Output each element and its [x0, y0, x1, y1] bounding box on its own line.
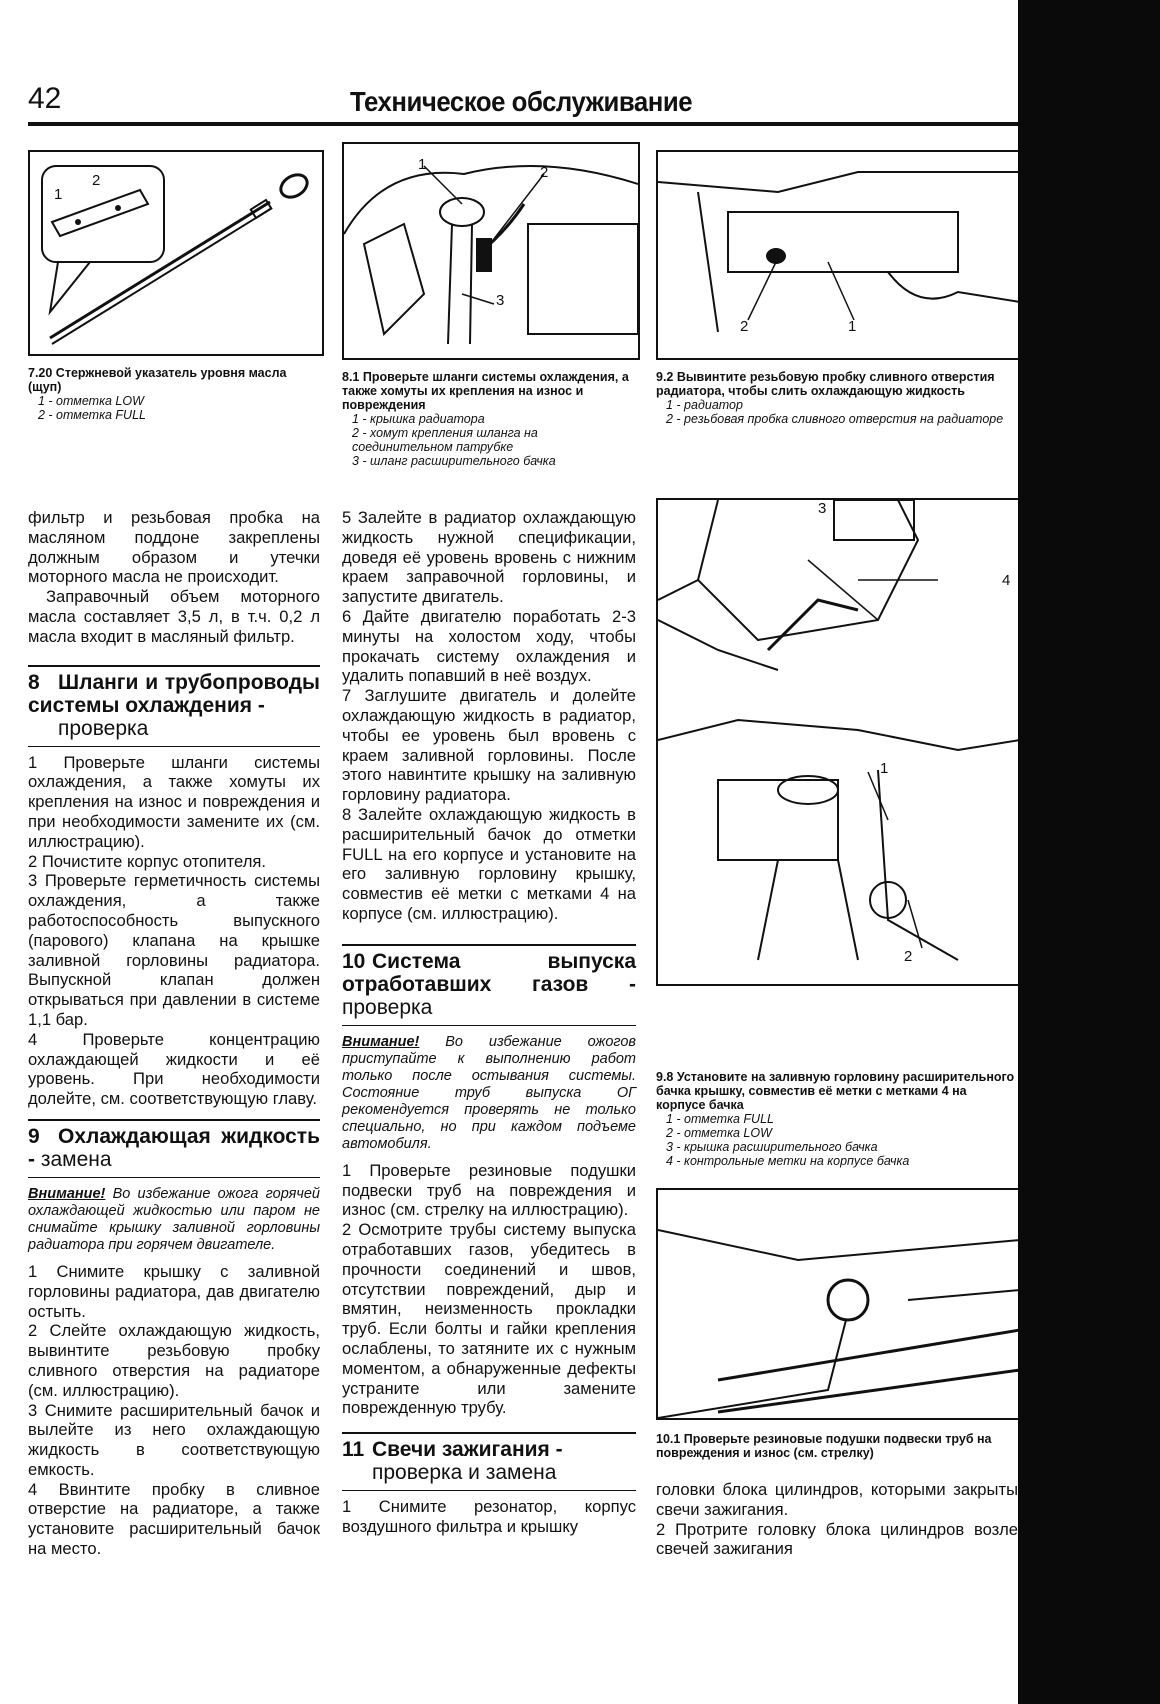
callout-2: 2 — [540, 164, 549, 181]
page-title: Техническое обслуживание — [350, 86, 693, 117]
section-heading-11: 11 Свечи зажигания - проверка и замена — [342, 1432, 636, 1484]
caption-title: 8.1 Проверьте шланги системы охлаждения, а также хомуты их крепления на износ и повреждения — [342, 370, 629, 412]
exhaust-illustration — [658, 1190, 1020, 1418]
callout-1: 1 — [418, 156, 427, 173]
caption-title: 9.8 Установите на заливную горловину расширительного бачка крышку, совместив её метки с метками 4 на корпусе бачка — [656, 1070, 1015, 1112]
step: 8 Залейте охлаждающую жидкость в расширительный бачок до отметки FULL на его корпусе и установите на его заливную горловину крышку, совместив её метки с метками 4 на корпусе (см. иллюстрацию). — [342, 804, 636, 923]
callout-2: 2 — [92, 172, 101, 189]
caption-title: 9.2 Вывинтите резьбовую пробку сливного отверстия радиатора, чтобы слить охлаждающую жидкость — [656, 370, 995, 398]
caption-item: 3 - шланг расширительного бачка — [352, 454, 556, 468]
caption-item: 2 - отметка LOW — [666, 1126, 772, 1140]
caption-8-1 — [342, 370, 638, 468]
section-heading-8: 8 Шланги и трубопроводы системы охлаждения - проверка — [28, 665, 320, 740]
step: 1 Снимите крышку с заливной горловины радиатора, дав двигателю остыть. — [28, 1261, 320, 1321]
step: 3 Проверьте герметичность системы охлаждения, а также работоспособность выпускного (парового) клапана на крышке заливной горловины радиатора. Выпускной клапан должен открываться при давлении в системе 1,1 бар. — [28, 871, 320, 1029]
caption-title: 7.20 Стержневой указатель уровня масла (щуп) — [28, 366, 287, 394]
caption-item: 2 - хомут крепления шланга на соединительном патрубке — [352, 426, 538, 454]
step: 7 Заглушите двигатель и долейте охлаждающую жидкость в радиатор, чтобы ее уровень был вровень с краем заливной горловины. После этого навинтите крышку на заливную горловину радиатора. — [342, 686, 636, 805]
step: 6 Дайте двигателю поработать 2-3 минуты на холостом ходу, чтобы прокачать систему охлаждения и удалить попавший в неё воздух. — [342, 606, 636, 686]
section-heading-10: 10 Система выпуска отработавших газов - проверка — [342, 944, 636, 1019]
figure-exhaust-mount — [656, 1188, 1020, 1420]
step: 5 Залейте в радиатор охлаждающую жидкость нужной спецификации, доведя её уровень вровень с нижним краем заправочной горловины, и запустите двигатель. — [342, 508, 636, 607]
step: 1 Снимите резонатор, корпус воздушного фильтра и крышку — [342, 1497, 636, 1536]
section-heading-9: 9 Охлаждающая жидкость - замена — [28, 1119, 320, 1171]
figure-expansion-tank — [656, 498, 1020, 986]
paragraph: фильтр и резьбовая пробка на масляном поддоне закреплены должным образом и утечки моторного масла не происходит. — [28, 508, 320, 587]
caption-item: 2 - отметка FULL — [38, 408, 146, 422]
callout-1: 1 — [880, 760, 889, 777]
caption-7-20 — [28, 366, 322, 422]
dipstick-illustration — [30, 152, 322, 354]
callout-3: 3 — [818, 500, 827, 517]
paragraph: головки блока цилиндров, которыми закрыты свечи зажигания. — [656, 1480, 1018, 1519]
column-2 — [342, 508, 636, 1537]
step: 1 Проверьте резиновые подушки подвески труб на повреждения и износ (см. стрелку на иллюстрацию). — [342, 1160, 636, 1220]
caption-item: 2 - резьбовая пробка сливного отверстия на радиаторе — [666, 412, 1004, 426]
caption-item: 1 - радиатор — [666, 398, 743, 412]
caption-item: 1 - отметка FULL — [666, 1112, 774, 1126]
step: 2 Слейте охлаждающую жидкость, вывинтите резьбовую пробку сливного отверстия на радиаторе (см. иллюстрацию). — [28, 1321, 320, 1400]
callout-3: 3 — [496, 292, 505, 309]
callout-1: 1 — [54, 186, 63, 203]
paragraph: Заправочный объем моторного масла составляет 3,5 л, в т.ч. 0,2 л масла входит в масляный фильтр. — [28, 587, 320, 646]
warning-note: Внимание! Во избежание ожогов приступайте к выполнению работ только после остывания системы. Состояние труб выпуска ОГ рекомендуется проверять не только специально, но при каждом подъеме автомобиля. — [342, 1025, 636, 1153]
callout-1: 1 — [848, 318, 857, 335]
header-rule — [28, 122, 1028, 126]
expansion-tank-illustration — [658, 500, 1020, 984]
radiator-illustration — [658, 152, 1020, 358]
step: 1 Проверьте шланги системы охлаждения, а также хомуты их крепления на износ и повреждения и при необходимости замените их (см. иллюстрацию). — [28, 752, 320, 851]
caption-item: 1 - отметка LOW — [38, 394, 144, 408]
figure-dipstick — [28, 150, 324, 356]
step: 2 Почистите корпус отопителя. — [28, 851, 266, 871]
figure-coolant-hoses — [342, 142, 640, 360]
engine-bay-illustration — [344, 144, 638, 358]
caption-10-1 — [656, 1432, 1018, 1460]
caption-9-8 — [656, 1070, 1018, 1168]
figure-radiator-drain — [656, 150, 1020, 360]
step: 4 Ввинтите пробку в сливное отверстие на радиаторе, а также установите расширительный бачок на место. — [28, 1479, 320, 1559]
warning-note: Внимание! Во избежание ожога горячей охлаждающей жидкостью или паром не снимайте крышку заливной горловины радиатора при горячем двигателе. — [28, 1177, 320, 1254]
column-1 — [28, 508, 320, 1559]
page-number: 42 — [28, 82, 62, 115]
callout-2: 2 — [904, 948, 913, 965]
scan-edge-shadow — [1018, 0, 1160, 1704]
caption-title: 10.1 Проверьте резиновые подушки подвески труб на повреждения и износ (см. стрелку) — [656, 1432, 992, 1460]
caption-item: 1 - крышка радиатора — [352, 412, 485, 426]
caption-item: 4 - контрольные метки на корпусе бачка — [666, 1154, 910, 1168]
step: 3 Снимите расширительный бачок и вылейте из него охлаждающую жидкость в соответствующую емкость. — [28, 1400, 320, 1479]
caption-item: 3 - крышка расширительного бачка — [666, 1140, 878, 1154]
step: 4 Проверьте концентрацию охлаждающей жидкости и её уровень. При необходимости долейте, см. соответствующую главу. — [28, 1029, 320, 1109]
callout-2: 2 — [740, 318, 749, 335]
caption-9-2 — [656, 370, 1018, 426]
step: 2 Осмотрите трубы систему выпуска отработавших газов, убедитесь в прочности соединений и швов, отсутствии повреждений, дыр и вмятин, неизменность прокладки труб. Если болты и гайки крепления ослаблены, то затяните их с нужным моментом, а обнаруженные дефекты устраните или замените поврежденную трубу. — [342, 1220, 636, 1418]
step: 2 Протрите головку блока цилиндров возле свечей зажигания — [656, 1519, 1018, 1559]
callout-4: 4 — [1002, 572, 1011, 589]
column-3 — [656, 1480, 1018, 1559]
